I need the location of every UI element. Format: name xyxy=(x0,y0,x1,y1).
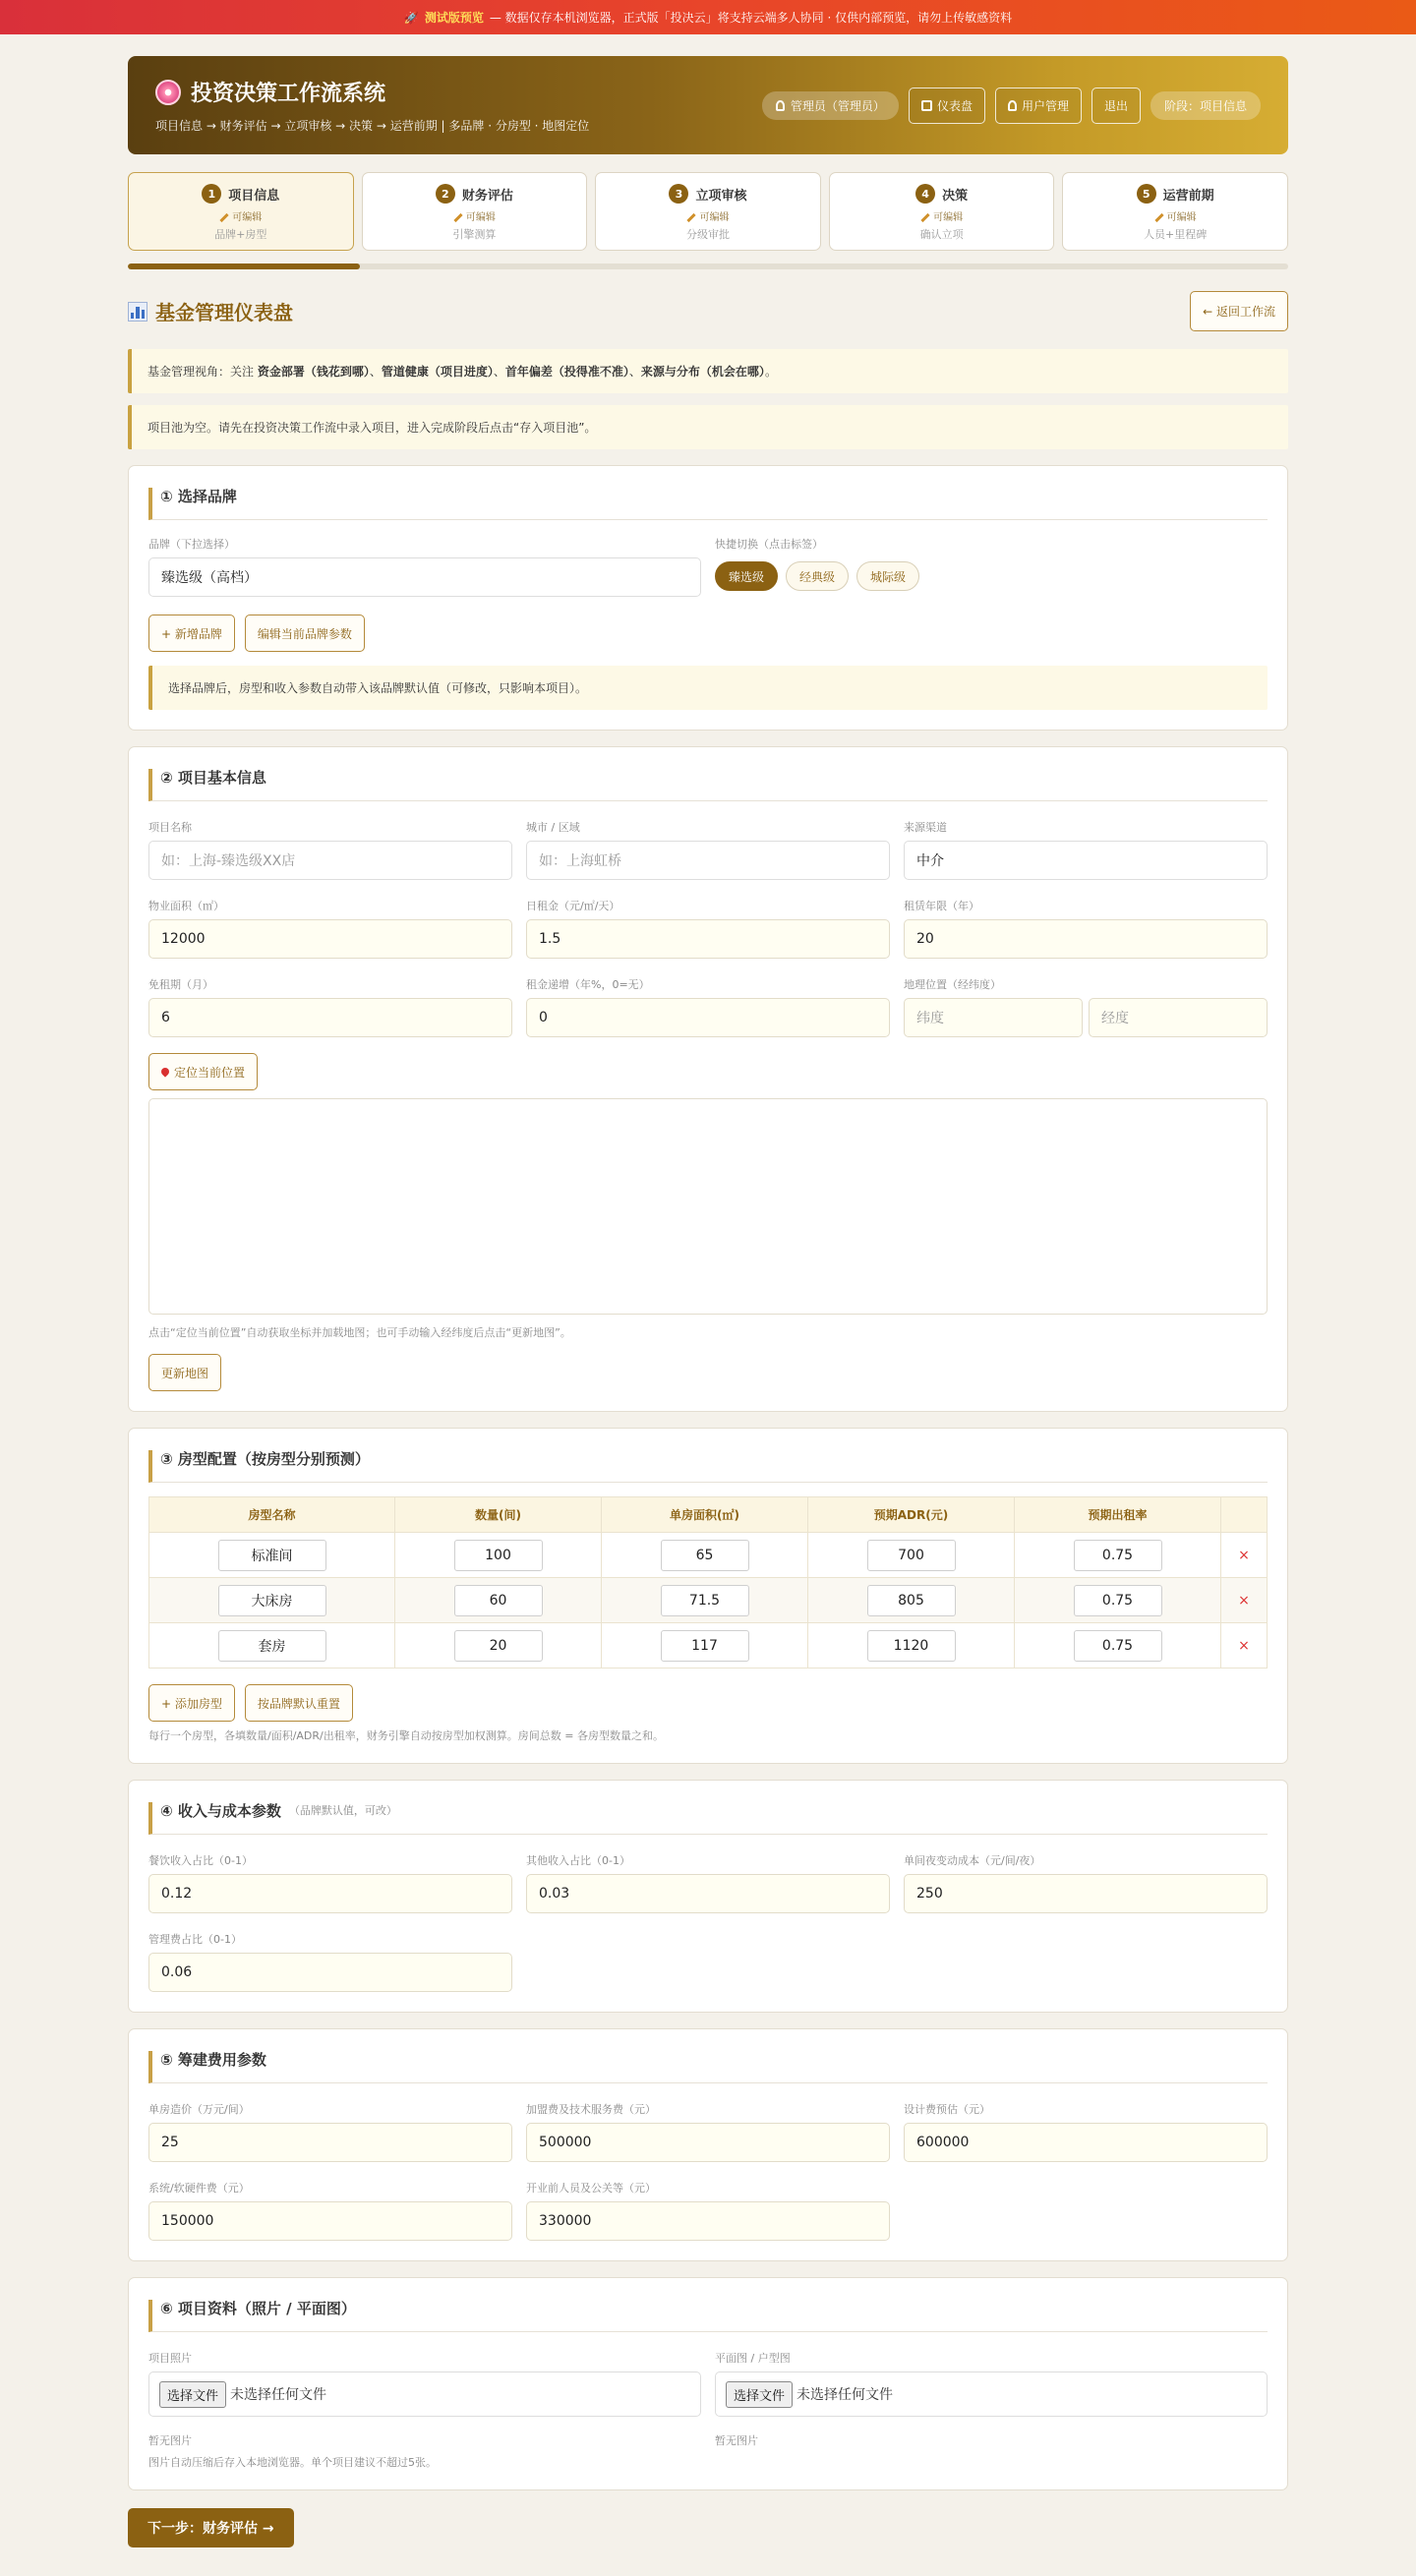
col-adr: 预期ADR(元) xyxy=(808,1497,1015,1533)
room-name-input[interactable]: 大床房 xyxy=(218,1585,326,1616)
step-desc: 品牌+房型 xyxy=(214,228,267,241)
dashboard-button-label: 仪表盘 xyxy=(936,98,973,113)
floorplan-empty: 暂无图片 xyxy=(715,2434,758,2447)
room-occupancy-input[interactable]: 0.75 xyxy=(1074,1585,1162,1616)
delete-row-icon[interactable]: × xyxy=(1238,1547,1250,1563)
pencil-icon xyxy=(1154,212,1163,221)
project-name-input[interactable] xyxy=(148,841,512,880)
construction-cost-title: ⑤ 筹建费用参数 xyxy=(148,2051,1268,2083)
longitude-placeholder: 经度 xyxy=(1101,1011,1129,1026)
longitude-input[interactable] xyxy=(1089,998,1268,1037)
notice-emphasis: 管道健康（项目进度） xyxy=(381,365,494,379)
rent-growth-value: 0 xyxy=(539,1010,548,1025)
choose-floorplan-button[interactable]: 选择文件 xyxy=(726,2381,793,2408)
step-edit-label: 可编辑 xyxy=(465,212,496,223)
room-adr-input[interactable]: 805 xyxy=(867,1585,956,1616)
pencil-icon xyxy=(920,212,929,221)
pin-icon xyxy=(159,1066,170,1077)
preview-banner xyxy=(0,0,1416,34)
room-adr-input[interactable]: 1120 xyxy=(867,1630,956,1662)
geo-label: 地理位置（经纬度） xyxy=(904,978,1001,991)
workflow-steps xyxy=(128,172,1288,251)
step-title: 运营前期 xyxy=(1162,188,1214,204)
project-name-placeholder: 如：上海-臻选级XX店 xyxy=(161,853,296,869)
basic-info-title: ② 项目基本信息 xyxy=(148,769,1268,801)
map-container[interactable] xyxy=(148,1098,1268,1315)
fb-ratio-label: 餐饮收入占比（0-1） xyxy=(148,1854,253,1867)
city-input[interactable] xyxy=(526,841,890,880)
area-label: 物业面积（㎡） xyxy=(148,900,224,912)
room-qty-input[interactable]: 100 xyxy=(454,1540,543,1571)
fund-perspective-notice xyxy=(128,349,1288,393)
floorplan-file-status: 未选择任何文件 xyxy=(796,2387,894,2403)
room-qty-input[interactable]: 20 xyxy=(454,1630,543,1662)
stage-chip: 阶段：项目信息 xyxy=(1150,91,1261,120)
rent-growth-input[interactable] xyxy=(526,998,890,1037)
user-management-button[interactable] xyxy=(995,88,1082,124)
room-qty-input[interactable]: 60 xyxy=(454,1585,543,1616)
room-config-title: ③ 房型配置（按房型分别预测） xyxy=(148,1450,1268,1483)
step-decision[interactable] xyxy=(829,172,1055,251)
step-number: 3 xyxy=(669,184,688,204)
fb-ratio-input[interactable] xyxy=(148,1874,512,1913)
revenue-cost-note: （品牌默认值，可改） xyxy=(288,1804,397,1817)
workflow-progress-bar xyxy=(128,263,1288,269)
room-cost-label: 单房造价（万元/间） xyxy=(148,2103,250,2116)
edit-brand-params-button[interactable]: 编辑当前品牌参数 xyxy=(245,615,365,652)
revenue-cost-section xyxy=(128,1780,1288,2013)
brand-section-title: ① 选择品牌 xyxy=(148,488,1268,520)
step-edit-label: 可编辑 xyxy=(933,212,964,223)
users-icon xyxy=(1008,100,1017,111)
flower-logo-icon xyxy=(155,80,181,105)
dashboard-button[interactable] xyxy=(909,88,985,124)
step-number: 5 xyxy=(1137,184,1156,204)
col-occupancy: 预期出租率 xyxy=(1015,1497,1221,1533)
step-project-info[interactable] xyxy=(128,172,354,251)
latitude-placeholder: 纬度 xyxy=(916,1011,944,1026)
page-title-text: 基金管理仪表盘 xyxy=(155,301,293,324)
empty-pool-notice: 项目池为空。请先在投资决策工作流中录入项目，进入完成阶段后点击“存入项目池”。 xyxy=(128,405,1288,449)
franchise-fee-input[interactable] xyxy=(526,2123,890,2162)
other-ratio-label: 其他收入占比（0-1） xyxy=(526,1854,630,1867)
lease-label: 租赁年限（年） xyxy=(904,900,979,912)
col-actions xyxy=(1221,1497,1268,1533)
pencil-icon xyxy=(453,212,462,221)
banner-text: — 数据仅存本机浏览器，正式版「投决云」将支持云端多人协同 · 仅供内部预览，请勿上传敏感资料 xyxy=(489,11,1013,25)
preopening-fee-input[interactable] xyxy=(526,2201,890,2241)
other-ratio-input[interactable] xyxy=(526,1874,890,1913)
free-rent-value: 6 xyxy=(161,1010,170,1025)
app-title xyxy=(155,77,589,107)
step-preopening[interactable] xyxy=(1062,172,1288,251)
delete-row-icon[interactable]: × xyxy=(1238,1592,1250,1609)
step-title: 财务评估 xyxy=(461,188,513,204)
col-room-area: 单房面积(㎡) xyxy=(602,1497,808,1533)
table-row xyxy=(149,1533,1268,1578)
add-room-type-button[interactable]: + 添加房型 xyxy=(148,1684,235,1722)
brand-tip: 选择品牌后，房型和收入参数自动带入该品牌默认值（可修改，只影响本项目）。 xyxy=(148,666,1268,710)
logout-button[interactable]: 退出 xyxy=(1092,88,1141,124)
rent-value: 1.5 xyxy=(539,931,561,947)
notice-sep: 、 xyxy=(628,365,641,379)
lease-input[interactable] xyxy=(904,919,1268,959)
step-edit-label: 可编辑 xyxy=(232,212,263,223)
photo-empty: 暂无图片 xyxy=(148,2434,192,2447)
step-edit-label: 可编辑 xyxy=(1166,212,1197,223)
user-icon xyxy=(776,100,785,111)
brand-tag-classic[interactable]: 经典级 xyxy=(786,561,849,591)
step-title: 决策 xyxy=(942,188,969,204)
room-type-table xyxy=(148,1496,1268,1669)
mgmt-fee-label: 管理费占比（0-1） xyxy=(148,1933,242,1946)
brand-select-value: 臻选级（高档） xyxy=(161,570,258,586)
step-title: 项目信息 xyxy=(228,188,280,204)
brand-tag-intercity[interactable]: 城际级 xyxy=(856,561,919,591)
brand-section xyxy=(128,465,1288,731)
room-cost-value: 25 xyxy=(161,2135,179,2150)
room-config-section xyxy=(128,1428,1288,1764)
notice-emphasis: 首年偏差（投得准不准） xyxy=(504,365,629,379)
city-placeholder: 如：上海虹桥 xyxy=(539,853,621,869)
notice-sep: 、 xyxy=(369,365,382,379)
step-financial[interactable] xyxy=(362,172,588,251)
notice-emphasis: 来源与分布（机会在哪） xyxy=(640,365,765,379)
mgmt-fee-value: 0.06 xyxy=(161,1964,193,1980)
variable-cost-label: 单间夜变动成本（元/间/夜） xyxy=(904,1854,1041,1867)
room-area-input[interactable]: 71.5 xyxy=(661,1585,749,1616)
app-header xyxy=(128,56,1288,154)
brand-select[interactable] xyxy=(148,557,701,597)
delete-row-icon[interactable]: × xyxy=(1238,1637,1250,1654)
project-files-title: ⑥ 项目资料（照片 / 平面图） xyxy=(148,2300,1268,2332)
next-step-button[interactable]: 下一步：财务评估 → xyxy=(128,2508,294,2547)
locate-button[interactable] xyxy=(148,1053,258,1090)
project-name-label: 项目名称 xyxy=(148,821,192,834)
revenue-cost-title xyxy=(148,1802,1268,1835)
room-config-hint: 每行一个房型，各填数量/面积/ADR/出租率，财务引擎自动按房型加权测算。房间总数 = 各房型数量之和。 xyxy=(148,1729,664,1742)
banner-tag: 测试版预览 xyxy=(424,11,484,25)
design-fee-input[interactable] xyxy=(904,2123,1268,2162)
pencil-icon xyxy=(220,212,229,221)
rocket-icon: 🚀 xyxy=(403,10,419,25)
step-number: 1 xyxy=(202,184,221,204)
notice-emphasis: 资金部署（钱花到哪） xyxy=(257,365,370,379)
update-map-button[interactable]: 更新地图 xyxy=(148,1354,221,1391)
map-hint: 点击“定位当前位置”自动获取坐标并加载地图；也可手动输入经纬度后点击“更新地图”。 xyxy=(148,1326,571,1339)
step-number: 2 xyxy=(436,184,455,204)
step-title: 立项审核 xyxy=(695,188,747,204)
source-select[interactable] xyxy=(904,841,1268,880)
step-desc: 引擎测算 xyxy=(452,228,497,241)
room-name-input[interactable]: 标准间 xyxy=(218,1540,326,1571)
preopening-fee-label: 开业前人员及公关等（元） xyxy=(526,2182,656,2195)
area-value: 12000 xyxy=(161,931,206,947)
project-files-section xyxy=(128,2277,1288,2490)
rent-label: 日租金（元/㎡/天） xyxy=(526,900,620,912)
user-chip-label: 管理员（管理员） xyxy=(790,98,885,113)
step-review[interactable] xyxy=(595,172,821,251)
back-to-workflow-button[interactable]: ← 返回工作流 xyxy=(1190,291,1288,331)
photo-label: 项目照片 xyxy=(148,2352,192,2365)
rent-growth-label: 租金递增（年%，0=无） xyxy=(526,978,650,991)
variable-cost-value: 250 xyxy=(916,1886,943,1902)
system-fee-input[interactable] xyxy=(148,2201,512,2241)
other-ratio-value: 0.03 xyxy=(539,1886,570,1902)
dashboard-icon xyxy=(921,100,932,111)
floorplan-label: 平面图 / 户型图 xyxy=(715,2352,791,2365)
design-fee-label: 设计费预估（元） xyxy=(904,2103,990,2116)
area-input[interactable] xyxy=(148,919,512,959)
notice-text: 基金管理视角：关注 xyxy=(148,365,258,379)
system-fee-value: 150000 xyxy=(161,2213,214,2229)
preopening-fee-value: 330000 xyxy=(539,2213,592,2229)
upload-hint: 图片自动压缩后存入本地浏览器。单个项目建议不超过5张。 xyxy=(148,2456,437,2469)
free-rent-label: 免租期（月） xyxy=(148,978,213,991)
mgmt-fee-input[interactable] xyxy=(148,1953,512,1992)
step-desc: 人员+里程碑 xyxy=(1144,228,1208,241)
step-desc: 分级审批 xyxy=(685,228,730,241)
room-occupancy-input[interactable]: 0.75 xyxy=(1074,1540,1162,1571)
page-title xyxy=(128,297,293,325)
pencil-icon xyxy=(687,212,696,221)
fb-ratio-value: 0.12 xyxy=(161,1886,193,1902)
app-title-text: 投资决策工作流系统 xyxy=(191,82,386,106)
lease-value: 20 xyxy=(916,931,934,947)
col-room-name: 房型名称 xyxy=(149,1497,395,1533)
city-label: 城市 / 区域 xyxy=(526,821,580,834)
photo-file-input[interactable] xyxy=(148,2371,701,2417)
app-subtitle: 项目信息 → 财务评估 → 立项审核 → 决策 → 运营前期 | 多品牌 · 分房型 · 地图定位 xyxy=(155,119,590,133)
user-management-label: 用户管理 xyxy=(1021,98,1069,113)
bar-chart-icon xyxy=(128,302,148,322)
notice-sep: 。 xyxy=(764,365,777,379)
room-area-input[interactable]: 117 xyxy=(661,1630,749,1662)
franchise-fee-label: 加盟费及技术服务费（元） xyxy=(526,2103,656,2116)
col-quantity: 数量(间) xyxy=(395,1497,602,1533)
step-number: 4 xyxy=(915,184,935,204)
brand-select-label: 品牌（下拉选择） xyxy=(148,538,235,551)
step-desc: 确认立项 xyxy=(919,228,964,241)
revenue-cost-title-text: ④ 收入与成本参数 xyxy=(160,1802,281,1820)
room-occupancy-input[interactable]: 0.75 xyxy=(1074,1630,1162,1662)
table-row xyxy=(149,1578,1268,1623)
progress-fill xyxy=(128,263,360,269)
free-rent-input[interactable] xyxy=(148,998,512,1037)
brand-tag-premium[interactable]: 臻选级 xyxy=(715,561,778,591)
choose-photo-button[interactable]: 选择文件 xyxy=(159,2381,226,2408)
franchise-fee-value: 500000 xyxy=(539,2135,592,2150)
room-name-input[interactable]: 套房 xyxy=(218,1630,326,1662)
latitude-input[interactable] xyxy=(904,998,1083,1037)
add-brand-button[interactable]: + 新增品牌 xyxy=(148,615,235,652)
notice-sep: 、 xyxy=(493,365,505,379)
design-fee-value: 600000 xyxy=(916,2135,970,2150)
variable-cost-input[interactable] xyxy=(904,1874,1268,1913)
room-adr-input[interactable]: 700 xyxy=(867,1540,956,1571)
room-cost-input[interactable] xyxy=(148,2123,512,2162)
rent-input[interactable] xyxy=(526,919,890,959)
quick-switch-label: 快捷切换（点击标签） xyxy=(715,538,823,551)
step-edit-label: 可编辑 xyxy=(699,212,730,223)
user-chip xyxy=(762,91,899,120)
room-area-input[interactable]: 65 xyxy=(661,1540,749,1571)
photo-file-status: 未选择任何文件 xyxy=(230,2387,327,2403)
basic-info-section xyxy=(128,746,1288,1412)
table-row xyxy=(149,1623,1268,1669)
reset-room-types-button[interactable]: 按品牌默认重置 xyxy=(245,1684,353,1722)
construction-cost-section xyxy=(128,2028,1288,2261)
floorplan-file-input[interactable] xyxy=(715,2371,1268,2417)
system-fee-label: 系统/软硬件费（元） xyxy=(148,2182,250,2195)
source-label: 来源渠道 xyxy=(904,821,947,834)
source-value: 中介 xyxy=(916,853,944,869)
locate-button-label: 定位当前位置 xyxy=(174,1065,246,1080)
